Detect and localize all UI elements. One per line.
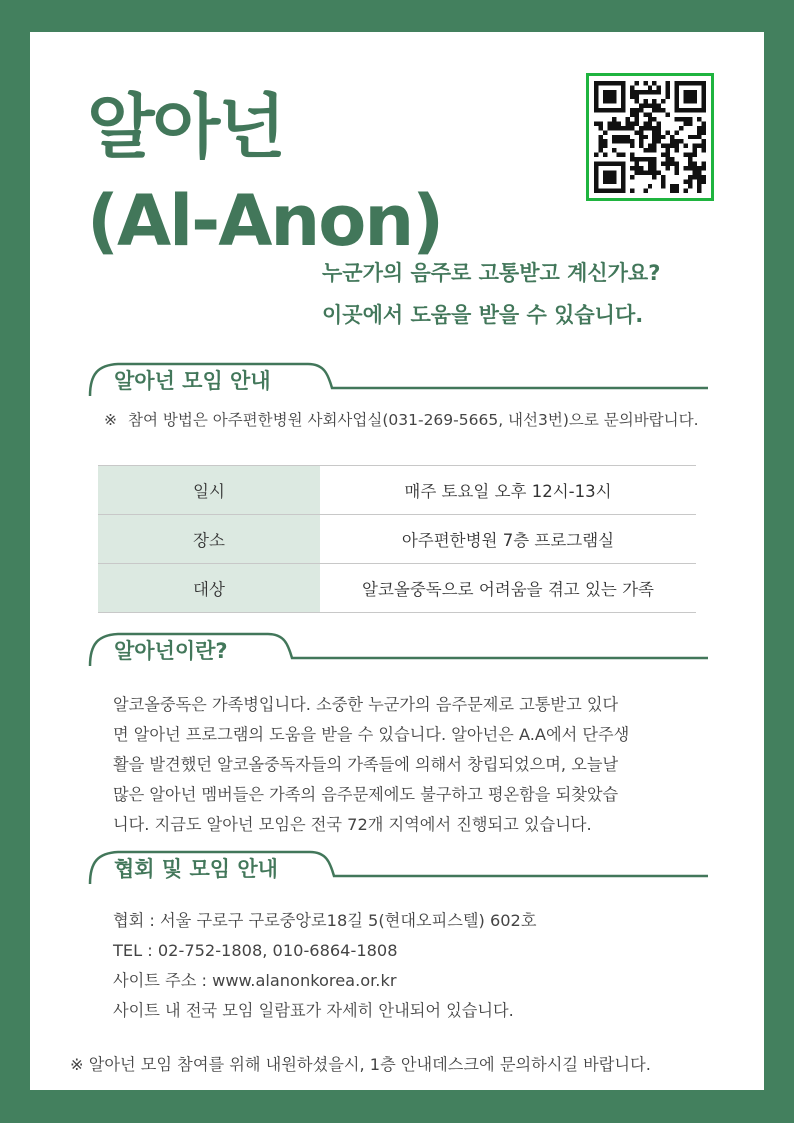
- section-association-heading: [88, 850, 708, 884]
- section-meeting-heading: [88, 362, 708, 396]
- association-address: 협회 : 서울 구로구 구로중앙로18길 5(현대오피스텔) 602호: [113, 911, 537, 930]
- page-title: [87, 80, 442, 268]
- flyer-page: [30, 32, 764, 1090]
- tagline-line2: 이곳에서 도움을 받을 수 있습니다.: [322, 303, 644, 327]
- section-meeting-title: 알아넌 모임 안내: [114, 369, 271, 393]
- title-english: (Al-Anon): [87, 180, 443, 262]
- association-site-note: 사이트 내 전국 모임 일람표가 자세히 안내되어 있습니다.: [113, 1001, 514, 1020]
- title-korean: 알아넌: [87, 86, 284, 168]
- note-mark: ※: [104, 411, 117, 429]
- row-value: 알코올중독으로 어려움을 겪고 있는 가족: [320, 564, 696, 613]
- association-contact: [113, 906, 537, 1026]
- section-about-heading: [88, 632, 708, 666]
- row-value: 아주편한병원 7층 프로그램실: [320, 515, 696, 564]
- about-line: 알코올중독은 가족병입니다. 소중한 누군가의 음주문제로 고통받고 있다: [113, 695, 619, 714]
- association-tel[interactable]: TEL : 02-752-1808, 010-6864-1808: [113, 941, 398, 960]
- table-row: [98, 564, 696, 613]
- table-row: [98, 515, 696, 564]
- section-about-title: 알아넌이란?: [114, 639, 228, 663]
- about-line: 면 알아넌 프로그램의 도움을 받을 수 있습니다. 알아넌은 A.A에서 단주생: [113, 725, 630, 744]
- qr-code-icon: [594, 81, 706, 193]
- table-row: [98, 466, 696, 515]
- tagline: [322, 252, 660, 336]
- row-label: 일시: [98, 466, 320, 515]
- row-label: 장소: [98, 515, 320, 564]
- association-site[interactable]: 사이트 주소 : www.alanonkorea.or.kr: [113, 971, 397, 990]
- tagline-line1: 누군가의 음주로 고통받고 계신가요?: [322, 261, 661, 285]
- footer-note: ※ 알아넌 모임 참여를 위해 내원하셨을시, 1층 안내데스크에 문의하시길 바랍니다.: [70, 1055, 651, 1074]
- section-association-title: 협회 및 모임 안내: [114, 857, 278, 881]
- row-value: 매주 토요일 오후 12시-13시: [320, 466, 696, 515]
- row-label: 대상: [98, 564, 320, 613]
- qr-code[interactable]: [586, 73, 714, 201]
- about-line: 많은 알아넌 멤버들은 가족의 음주문제에도 불구하고 평온함을 되찾았습: [113, 785, 619, 804]
- about-paragraph: [113, 690, 693, 840]
- note-text: 참여 방법은 아주편한병원 사회사업실(031-269-5665, 내선3번)으로 문의바랍니다.: [128, 411, 699, 429]
- about-line: 니다. 지금도 알아넌 모임은 전국 72개 지역에서 진행되고 있습니다.: [113, 815, 592, 834]
- meeting-note: [104, 408, 704, 432]
- meeting-info-table: [98, 465, 696, 613]
- about-line: 활을 발견했던 알코올중독자들의 가족들에 의해서 창립되었으며, 오늘날: [113, 755, 619, 774]
